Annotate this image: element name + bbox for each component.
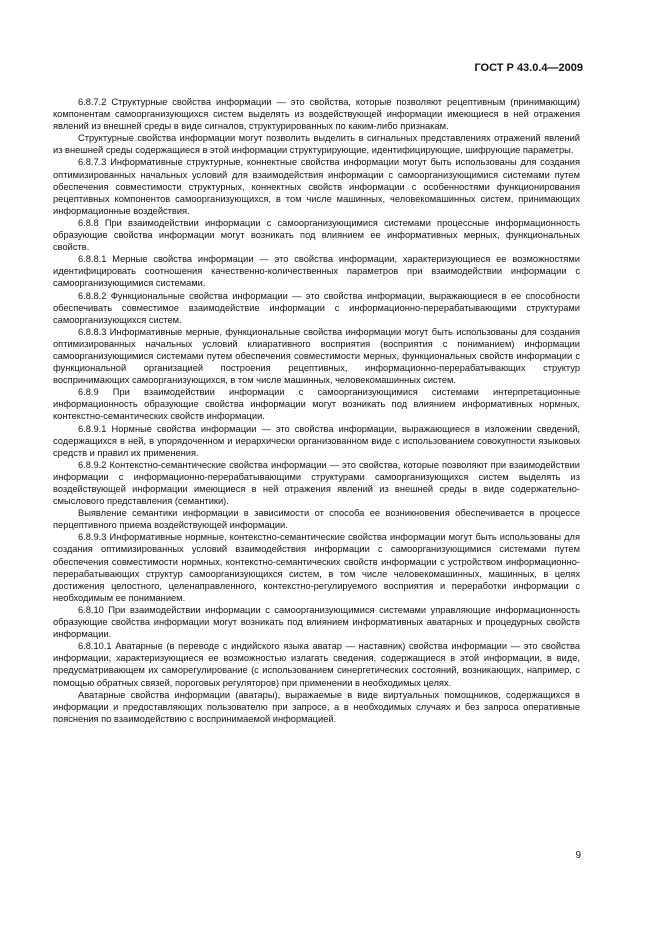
paragraph: 6.8.7.3 Информативные структурные, коннектные свойства информации могут быть использованы для создания оптимизированных начальных условий для взаимодействия информации с самоорганизующимися системами путем обеспечения совместимости структурных, коннектных свойств информации с особенностями функционирования рецептивных компонентов самоорганизующихся, в том числе машинных, человекомашинных систем, принимающих информационные воздействия. <box>53 157 580 216</box>
paragraph: Выявление семантики информации в зависимости от способа ее возникновения обеспечивается в процессе перцептивного приема воздействующей информации. <box>53 508 580 531</box>
paragraph: Структурные свойства информации могут позволить выделить в сигнальных представлениях отражений явлений из внешней среды содержащиеся в этой информации структурирующие, идентифицирующие, шифрующие параметры. <box>53 133 580 156</box>
paragraph: 6.8.8.3 Информативные мерные, функциональные свойства информации могут быть использованы для создания оптимизированных начальных условий клиаративного восприятия (восприятия с пониманием) информации самоорганизующимися системами путем обеспечения совместимости мерных, функциональных свойств информации с функциональной организацией построения рецептивных, информационно-перерабатывающих структур воспринимающих самоорганизующихся, в том числе машинных, человекомашинных систем. <box>53 326 580 386</box>
document-id-header: ГОСТ Р 43.0.4—2009 <box>474 62 583 74</box>
paragraph: 6.8.8.1 Мерные свойства информации — это свойства информации, характеризующиеся ее возможностями идентифицировать соотношения качественно-количественных параметров при взаимодействии информации с самоорганизующимися системами. <box>53 254 580 289</box>
paragraph: 6.8.9 При взаимодействии информации с самоорганизующимися системами интерпретационные информационность образующие свойства информации могут возникать под влиянием информативных нормных, контекстно-семантических свойств информации. <box>53 387 580 422</box>
paragraph: 6.8.9.1 Нормные свойства информации — это свойства информации, выражающиеся в изложении сведений, содержащихся в ней, в упорядоченном и иерархически организованном виде с использованием совокупности языковых средств и правил их применения. <box>53 423 580 458</box>
paragraph: 6.8.8 При взаимодействии информации с самоорганизующимися системами процессные информационность образующие свойства информации могут возникать под влиянием ее информативных мерных, функциональных свойств. <box>53 217 580 253</box>
paragraph: 6.8.10.1 Аватарные (в переводе с индийского языка аватар — наставник) свойства информации — это свойства информации, характеризующиеся ее возможностью излагать сведения, содержащиеся в этой информации, в виде, предусматривающем их саморегулирование (с использованием синергетических состояний, возникающих, например, с помощью обратных связей, пороговых регуляторов) при применении в необходимых целях. <box>53 641 580 688</box>
page-number: 9 <box>575 850 581 861</box>
paragraph: 6.8.9.2 Контекстно-семантические свойства информации — это свойства, которые позволяют при взаимодействии информации с информационно-перерабатывающими структурами самоорганизующихся систем выделять из воздействующей информации имеющиеся в ней отражения явлений из внешней среды в виде содержательно-смыслового представления (семантики). <box>53 459 580 507</box>
paragraph: 6.8.10 При взаимодействии информации с самоорганизующимися системами управляющие информационность образующие свойства информации могут возникать под влиянием информативных аватарных и процедурных свойств информации. <box>53 604 580 640</box>
paragraph: Аватарные свойства информации (аватары), выражаемые в виде виртуальных помощников, содержащихся в информации и предоставляющих пользователю при запросе, а в необходимых случаях и без запроса оперативные пояснения по взаимодействию с воспринимаемой информацией. <box>53 689 580 724</box>
document-body <box>53 96 580 725</box>
paragraph: 6.8.9.3 Информативные нормные, контекстно-семантические свойства информации могут быть использованы для создания оптимизированных условий взаимодействия информации с самоорганизующимися системами путем обеспечения совместимости нормных, контекстно-семантических свойств информации с устройством информационно-перерабатывающих структур самоорганизующихся систем, в том числе человекомашинных, машинных, в целях достижения целостного, целенаправленного, контекстно-регулируемого восприятия и переработки информации с необходимым ее пониманием. <box>53 532 580 603</box>
paragraph: 6.8.8.2 Функциональные свойства информации — это свойства информации, выражающиеся в ее способности обеспечивать совместимое взаимодействие информации с информационно-перерабатывающими структурами самоорганизующихся систем. <box>53 290 580 325</box>
paragraph: 6.8.7.2 Структурные свойства информации — это свойства, которые позволяют рецептивным (принимающим) компонентам самоорганизующихся систем выделять из воздействующей информации имеющиеся в ней отражения явлений из внешней среды в виде сигналов, структурированных по каким-либо признакам. <box>53 97 580 132</box>
